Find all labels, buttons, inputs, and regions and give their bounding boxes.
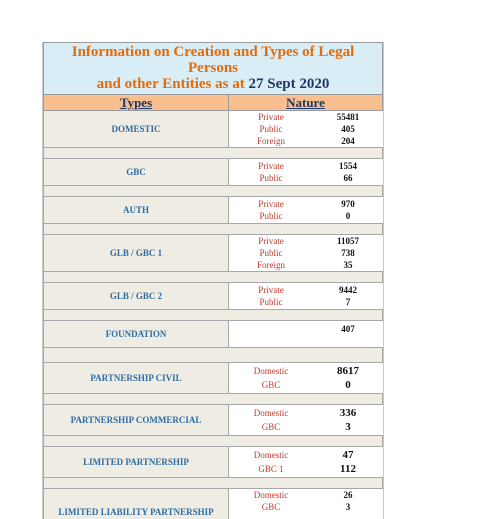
nature-line	[229, 160, 383, 172]
nature-value: 35	[343, 260, 353, 270]
nature-value: 3	[345, 421, 351, 433]
table-row-domestic	[43, 111, 383, 148]
nature-line	[229, 284, 383, 296]
nature-cell	[229, 405, 383, 435]
title-line-2	[46, 76, 380, 92]
nature-line	[229, 378, 383, 392]
nature-value: 738	[341, 248, 355, 258]
title-line-2-prefix: and other Entities as at	[96, 76, 249, 92]
nature-label: Public	[259, 248, 283, 258]
nature-value: 407	[341, 324, 355, 334]
nature-label: GBC	[261, 380, 281, 390]
nature-cell	[229, 321, 383, 347]
table-title	[43, 42, 383, 94]
row-spacer	[43, 436, 383, 447]
nature-value: 405	[341, 124, 355, 134]
table-row-foundation	[43, 321, 383, 348]
nature-label: Foreign	[257, 260, 285, 270]
nature-label: Private	[258, 199, 284, 209]
type-cell: GLB / GBC 1	[43, 235, 229, 271]
nature-line	[229, 259, 383, 271]
nature-cell	[229, 159, 383, 185]
nature-line	[229, 198, 383, 210]
column-header-row	[43, 94, 383, 111]
nature-label: Foreign	[257, 136, 285, 146]
table-row-glb-gbc-2	[43, 283, 383, 310]
nature-line	[229, 462, 383, 476]
nature-value: 204	[341, 136, 355, 146]
nature-line	[229, 111, 383, 123]
nature-line	[229, 247, 383, 259]
nature-value: 1554	[339, 161, 357, 171]
row-spacer	[43, 224, 383, 235]
nature-value: 112	[340, 463, 356, 475]
nature-line	[229, 296, 383, 308]
type-cell: LIMITED PARTNERSHIP	[43, 447, 229, 477]
nature-label: Public	[259, 173, 283, 183]
type-cell: LIMITED LIABILITY PARTNERSHIP	[43, 489, 229, 519]
nature-label: Public	[259, 297, 283, 307]
nature-label: Domestic	[253, 450, 289, 460]
legal-persons-table	[42, 42, 384, 519]
nature-line	[229, 210, 383, 222]
nature-cell	[229, 235, 383, 271]
header-types: Types	[119, 95, 153, 110]
table-row-glb-gbc-1	[43, 235, 383, 272]
nature-line	[229, 420, 383, 434]
nature-value: 66	[343, 173, 353, 183]
nature-line	[229, 448, 383, 462]
row-spacer	[43, 148, 383, 159]
nature-cell	[229, 111, 383, 147]
nature-cell	[229, 197, 383, 223]
nature-value: 7	[345, 297, 351, 307]
nature-value: 970	[341, 199, 355, 209]
table-row-auth	[43, 197, 383, 224]
nature-value: 11057	[336, 236, 359, 246]
row-spacer	[43, 348, 383, 363]
nature-label: Private	[258, 285, 284, 295]
nature-label	[229, 323, 313, 335]
nature-label: GBC	[261, 502, 281, 512]
nature-value: 0	[345, 379, 351, 391]
nature-value: 26	[343, 490, 353, 500]
type-cell: DOMESTIC	[43, 111, 229, 147]
nature-line	[229, 123, 383, 135]
nature-label: Private	[258, 112, 284, 122]
type-cell: PARTNERSHIP COMMERCIAL	[43, 405, 229, 435]
type-cell: GBC	[43, 159, 229, 185]
row-spacer	[43, 186, 383, 197]
nature-label: Public	[259, 124, 283, 134]
type-cell: AUTH	[43, 197, 229, 223]
nature-line	[229, 235, 383, 247]
table-row-limited-liability-partnership	[43, 489, 383, 519]
nature-value: 47	[342, 449, 354, 461]
table-row-limited-partnership	[43, 447, 383, 478]
nature-cell	[229, 283, 383, 309]
nature-value: 9442	[339, 285, 357, 295]
nature-label: GBC 1	[258, 464, 284, 474]
row-spacer	[43, 310, 383, 321]
nature-cell	[229, 447, 383, 477]
type-cell: GLB / GBC 2	[43, 283, 229, 309]
nature-line	[229, 489, 383, 501]
table-row-partnership-commercial	[43, 405, 383, 436]
type-cell: FOUNDATION	[43, 321, 229, 347]
nature-label: Public	[259, 211, 283, 221]
nature-line	[229, 135, 383, 147]
title-date: 27 Sept 2020	[248, 76, 330, 92]
nature-label: Private	[258, 161, 284, 171]
nature-value: 3	[345, 502, 351, 512]
nature-value: 0	[345, 211, 351, 221]
row-spacer	[43, 272, 383, 283]
nature-value: 8617	[337, 365, 359, 377]
nature-label: GBC	[261, 422, 281, 432]
table-row-gbc	[43, 159, 383, 186]
title-line-1: Information on Creation and Types of Legal Persons	[71, 44, 355, 76]
nature-line	[229, 323, 383, 335]
type-cell: PARTNERSHIP CIVIL	[43, 363, 229, 393]
header-nature: Nature	[228, 95, 382, 110]
nature-cell	[229, 363, 383, 393]
nature-label: Domestic	[253, 408, 289, 418]
nature-cell	[229, 489, 383, 519]
table-row-partnership-civil	[43, 363, 383, 394]
nature-line	[229, 406, 383, 420]
nature-value: 336	[339, 407, 357, 419]
nature-label: Domestic	[253, 366, 289, 376]
nature-line	[229, 364, 383, 378]
nature-line	[229, 172, 383, 184]
nature-label: Domestic	[253, 490, 289, 500]
nature-label: Private	[258, 236, 284, 246]
row-spacer	[43, 394, 383, 405]
nature-value: 55481	[336, 112, 360, 122]
nature-line	[229, 501, 383, 513]
